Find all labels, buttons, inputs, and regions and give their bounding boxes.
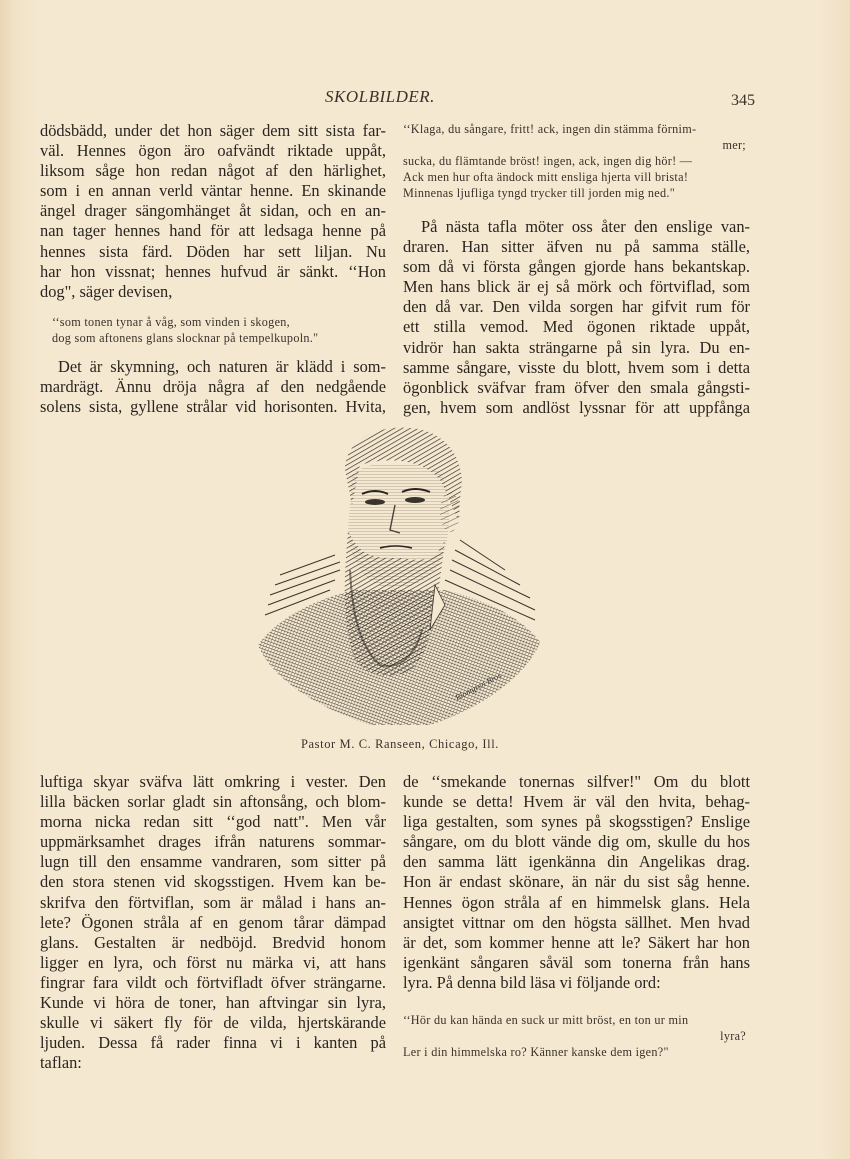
- engraver-signature: Blomgren Bros: [453, 670, 503, 703]
- poem-quote-hor-du: ‘‘Hör du kan hända en suck ur mitt bröst, en ton ur min lyra? Ler i din himmelska ro? Känner kanske dem igen?": [403, 1013, 746, 1060]
- paragraph-next-tablet: På nästa tafla möter oss åter den enslige van- draren. Han sitter äfven nu på samma ställe, som då vi första gången gjorde hans bekantskap. Men hans blick är ej så mörk och förtviflad, som den då var. Den vilda sorgen har gifvit rum för ett stilla vemod. Med ögonen riktade uppåt, vidrör han sakta strängarne på sin lyra. Du en- samme sångare, visste du blott, hvem som i detta ögonblick sväfvar fram öfver den smala gångsti- gen, hvem som andlöst lyssnar för att uppfånga: [403, 217, 750, 417]
- portrait-illustration-icon: [240, 420, 560, 738]
- figure-caption: Pastor M. C. Ranseen, Chicago, Ill.: [300, 737, 500, 751]
- right-column-top: [403, 121, 750, 418]
- page-number: 345: [731, 92, 755, 109]
- running-title: SKOLBILDER.: [325, 87, 435, 106]
- paragraph-angelika: de ‘‘smekande tonernas silfver!" Om du blott kunde se detta! Hvem är väl den hvita, behag- liga gestalten, som synes på skogsstigen? Enslige sångare, om du blott vände dig om, skulle du hos den samma lätt igenkänna din Angelikas drag. Hon är endast skönare, än när du sist såg henne. Hennes ögon stråla af en himmelsk glans. Hela ansigtet vittnar om den högsta sällhet. Men hvad är det, som kommer henne att le? Säkert har hon igenkänt sångaren såväl som tonerna från hans lyra. På denna bild läsa vi följande ord:: [403, 772, 750, 992]
- poem-quote-devisen: ‘‘som tonen tynar å våg, som vinden i skogen, dog som aftonens glans slocknar på tempelkupoln.": [52, 314, 319, 345]
- left-column-top: [40, 121, 386, 417]
- paragraph-twilight: Det är skymning, och naturen är klädd i som- mardrägt. Ännu dröja några af den nedgående solens sista, gyllene strålar vid horisonten. Hvita,: [40, 356, 386, 417]
- paragraph-deathbed: dödsbädd, under det hon säger dem sitt sista far- väl. Hennes ögon äro oafvändt riktade uppåt, liksom såge hon redan något af den härlighet, som i en annan verld väntar henne. En skinande ängel drager sängomhänget åt sidan, och en an- nan tager hennes hand för att ledsaga henne på hennes sista färd. Döden har sett liljan. Nu har hon vissnat; hennes hufvud är sänkt. ‘‘Hon dog", säger devisen,: [40, 121, 386, 301]
- left-column-bottom: [40, 772, 386, 1073]
- right-column-bottom: [403, 772, 750, 1060]
- poem-quote-klaga: ‘‘Klaga, du sångare, fritt! ack, ingen din stämma förnim- mer; sucka, du flämtande bröst! ingen, ack, ingen dig hör! — Ack men hur ofta ändock mitt ensliga hjerta vill brista! Minnenas ljufliga tyngd trycker till jorden mig ned.": [403, 122, 746, 200]
- portrait-engraving: [240, 420, 560, 738]
- paragraph-wanderer: luftiga skyar sväfva lätt omkring i vester. Den lilla bäcken sorlar gladt sin aftonsång, och blom- morna nicka redan sitt ‘‘god natt". Men vår uppmärksamhet drages ifrån naturens sommar- lugn till den ensamme vandraren, som sitter på den stora stenen vid skogsstigen. Hvem kan be- skrifva den förtviflan, som är målad i hans an- lete? Ögonen stråla af en genom tårar dämpad glans. Gestalten är nedböjd. Bredvid honom ligger en lyra, och först nu märka vi, att hans fingrar fara vildt och förtvifladt öfver strängarne. Kunde vi höra de toner, han aftvingar sin lyra, skulle vi säkert fly för de vilda, hjertskärande ljuden. Dessa få rader finna vi i kanten på taflan:: [40, 772, 386, 1073]
